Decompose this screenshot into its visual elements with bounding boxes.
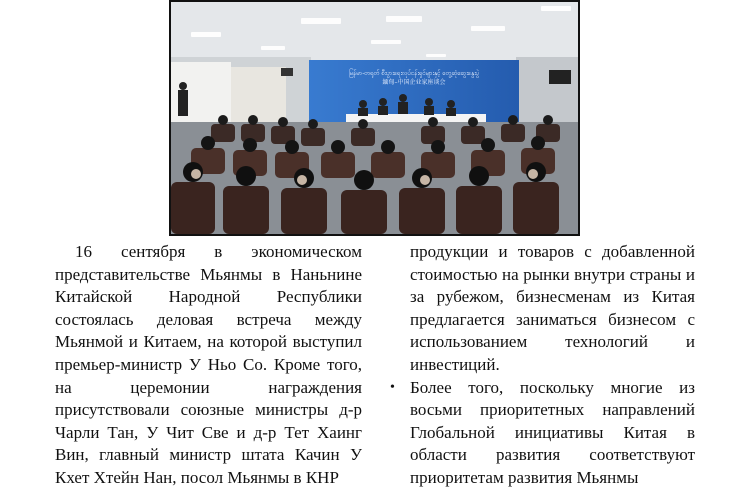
- meeting-photo: [169, 0, 580, 236]
- bullet-item: [390, 377, 695, 490]
- bullet-marker: •: [390, 379, 395, 395]
- banner-text-line1: မြန်မာ-တရုတ် စီးပွားရေးလုပ်ငန်းရှင်များနှင့် တွေ့ဆုံဆွေးနွေးပွဲ: [348, 70, 480, 77]
- bullet-text: Более того, поскольку многие из восьми приоритетных направлений Глобальной инициативы Китая в области развития соответствуют приоритетам развития Мьянмы: [410, 377, 695, 487]
- left-paragraph: 16 сентября в экономическом представительстве Мьянмы в Наньнине Китайской Народной Республики состоялась деловая встреча между Мьянмой и Китаем, на которой выступил премьер-министр У Ньо Со. Кроме того, на церемонии награждения присутствовали союзные министры д-р Чарли Тан, У Чит Све и д-р Тет Хаинг Вин, главный министр штата Качин У Кхет Хтейн Нан, посол Мьянмы в КНР: [55, 242, 362, 487]
- right-text-column: [390, 241, 695, 490]
- banner-text-line2: 緬甸–中国企业家座谈会: [382, 79, 446, 86]
- right-paragraph: продукции и товаров с добавленной стоимостью на рынки внутри страны и за рубежом, бизнесменам из Китая предлагается заниматься бизнесом с использованием технологий и инвестиций.: [410, 242, 695, 374]
- left-text-column: [55, 241, 362, 490]
